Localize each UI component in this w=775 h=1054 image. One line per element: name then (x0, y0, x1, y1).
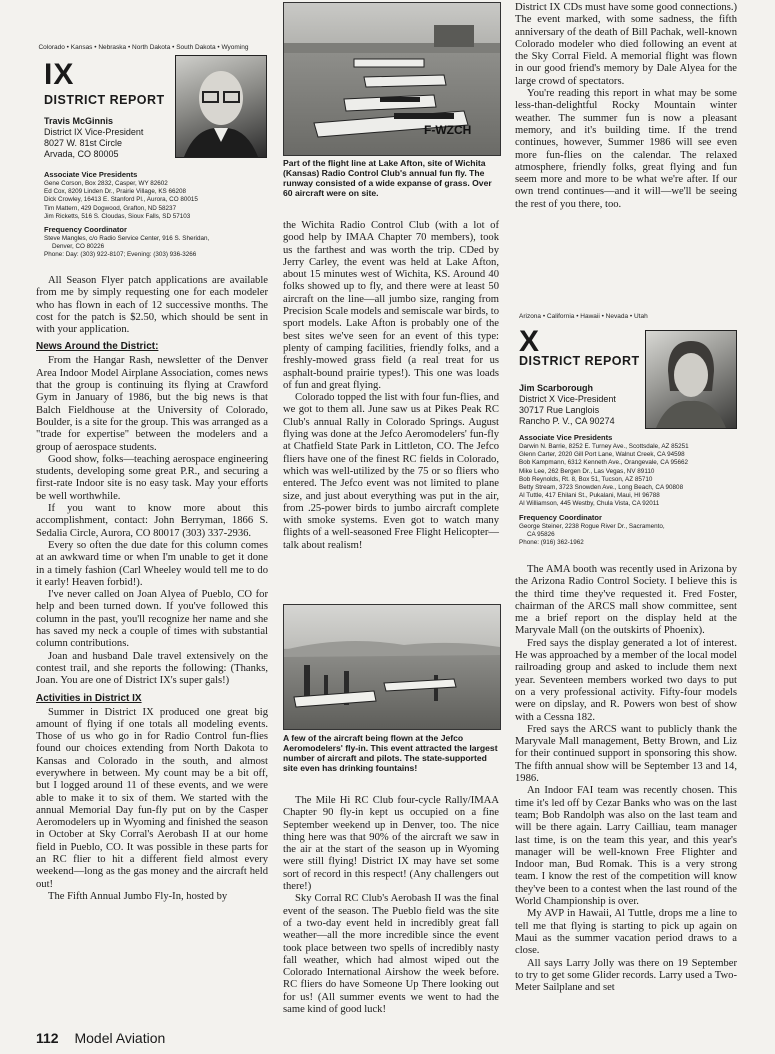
section-heading: Activities in District IX (36, 692, 142, 704)
paragraph: Summer in District IX produced one great big amount of flying if one totals all modeling events. Those of us who go in for Radio Control fun-flies found our choices extending from North Dakota to Kansas and Colorado in the south, and almost everywhere in between. My count may be a bit off, but I logged around 11 of these events, and we were able to make it to six of them. We started with the annual Memorial Day fun-fly put on by the Casper Aeromodelers up in Wyoming and finished the season in October at Sky Corral's Aerobash II at our home field in Pueblo, CO. It was possible in these parts for an RC flier to hit a different field almost every weekend—long as the gas money and the aircraft held out! (36, 706, 268, 890)
vp-portrait-scarborough (645, 330, 737, 429)
page-footer (36, 1030, 165, 1046)
avp-entry: Bob Kampmann, 6312 Kenneth Ave., Orangevale, CA 95662 (519, 459, 688, 467)
paragraph: Good show, folks—teaching aerospace engineering students, developing some great P.R., and securing a first-rate Indoor site is no easy task. May your efforts be well worthwhile. (36, 453, 268, 502)
paragraph: My AVP in Hawaii, Al Tuttle, drops me a line to tell me that flying is starting to pick up again on Maui as the summer vacation period draws to a close. (515, 908, 737, 957)
paragraph: If you want to know more about this accomplishment, contact: John Berryman, 1866 S. Sedalia Circle, Aurora, CO 80017 (303) 337-2936. (36, 503, 268, 539)
vp-address-line1: 30717 Rue Langlois (519, 405, 600, 415)
vp-address-line2: Rancho P. V., CA 90274 (519, 416, 615, 426)
photo-lake-afton-flight-line (283, 2, 501, 156)
paragraph: All says Larry Jolly was there on 19 September to try to get some Glider records. Larry used a Two-Meter Sailplane and set (515, 957, 737, 994)
avp-entry: Bob Reynolds, Rt. 8, Box 51, Tucson, AZ 85710 (519, 475, 653, 483)
column-3-body-top (515, 2, 737, 211)
paragraph: From the Hangar Rash, newsletter of the Denver Area Indoor Model Airplane Association, comes news that the group is continuing its flying at Crawford Gym in January of 1986, but the big news is that Balch Fieldhouse at the University of Colorado, Boulder, is a site for the group. This was arranged as a "trade for expertise" between the modelers and a group of aerospace students. (36, 355, 268, 453)
district-ix-vp (44, 116, 184, 160)
page-number: 112 (36, 1030, 59, 1046)
paragraph: Joan and husband Dale travel extensively on the contest trail, and she reports the following: (Thanks, Joan. You are one of District IX's super gals!) (36, 650, 268, 687)
paragraph: You're reading this report in what may be some less-than-delightful Rocky Mountain winter weather. The summer fun is now a pleasant memory, and it's building time. If the trend continues, however, Summer 1986 will see even more fun-flies on the calendar. The relaxed atmosphere, friendly folks, great flying and fun seem more and more to be what we're after. If our own trend continues—and it will—we'll be seeing the rest of you there, too. (515, 88, 737, 210)
frequency-coordinator-heading: Frequency Coordinator (44, 225, 127, 235)
paragraph: The Fifth Annual Jumbo Fly-In, hosted by (48, 890, 228, 902)
paragraph: An Indoor FAI team was recently chosen. This time it's led off by Cezar Banks who was on the last team; Bob Randolph was also on the last team and will be there again. Larry Cailliau, team manager last time, is on the team this year, and this year's manager will be well-known Free Flighter and Indoor man, Bud Romak. This is a very strong team. I know the rest of the competition will know they've been to a contest when the last round of the World Championship is over. (515, 785, 737, 908)
paragraph: Sky Corral RC Club's Aerobash II was the final event of the season. The Pueblo field was the site of a two-day event held in incredibly great fall weather—all the more incredible since the event took place between two spells of incredibly nasty fall weather, which had almost wiped out the Colorado International Airshow the week before. RC fliers do have Someone Up There looking out for us! (All summer events we went to had the same kind of good luck! (283, 893, 499, 1016)
district-ix-header (36, 44, 268, 289)
paragraph: District IX CDs must have some good connections.) The event marked, with some sadness, the fifth anniversary of the death of Bill Pachak, well-known Colorado modeler who died following an event at the Sky Corral Field. A memorial flight was flown in our good friend's memory by Dale Alyea for the large crowd of spectators. (515, 2, 737, 87)
avp-entry: Ed Cox, 8209 Linden Dr., Prairie Village, KS 66208 (44, 188, 187, 196)
district-x-avp-block (519, 433, 737, 547)
district-x-title: DISTRICT REPORT (519, 354, 640, 368)
column-1-body (36, 275, 268, 903)
avp-entry: Gene Corson, Box 2832, Casper, WY 82602 (44, 180, 168, 187)
district-x-vp (519, 383, 649, 427)
paragraph: Fred says the display generated a lot of interest. He was approached by a member of the local model railroading group and asked to include them next year. Seventeen members worked two days to put on a very professional activity. Fifty-four models were on dipslay, and R. Powers won best of show with a Cessna 182. (515, 637, 737, 723)
vp-address-line1: 8027 W. 81st Circle (44, 138, 123, 148)
paragraph: The Mile Hi RC Club four-cycle Rally/IMAA Chapter 90 fly-in kept us occupied on a fine September weekend up in Denver, too. The nice thing here was that 90% of the aircraft we saw in the air at the start of the season up in Wyoming were still flying! District IX may have set some sort of record in this respect! (Any challengers out there!) (283, 795, 499, 893)
fc-line: Phone: Day: (303) 922-8107; Evening: (303) 936-3266 (44, 251, 197, 259)
column-2-body-bottom (283, 795, 499, 1016)
district-ix-avp-block (44, 170, 268, 260)
avp-entry: Tim Mattern, 429 Dogwood, Grafton, ND 58237 (44, 204, 177, 212)
avp-entry: Jim Ricketts, 516 S. Cloudas, Sioux Falls, SD 57103 (44, 212, 191, 220)
fc-line: CA 95826 (527, 530, 555, 538)
magazine-title: Model Aviation (74, 1030, 166, 1046)
avp-entry: Dick Crowley, 16413 E. Stanford Pl., Aurora, CO 80015 (44, 196, 198, 204)
district-ix-title: DISTRICT REPORT (44, 93, 165, 107)
photo-caption-lake-afton: Part of the flight line at Lake Afton, site of Wichita (Kansas) Radio Control Club's annual fun fly. The runway consisted of a wide expanse of grass. Over 60 aircraft were on site. (283, 158, 492, 198)
fc-line: Phone: (916) 362-1962 (519, 539, 584, 547)
paragraph: Every so often the due date for this column comes at an awkward time or when I'm unable to get it done in a timely fashion (Carl Wheeley would tell me to do it early! Heaven forbid!). (36, 539, 268, 588)
column-2-body-top (283, 220, 499, 552)
avp-heading: Associate Vice Presidents (44, 170, 138, 179)
avp-entry: Glenn Carter, 2020 Gill Port Lane, Walnut Creek, CA 94598 (519, 451, 685, 459)
avp-entry: Darwin N. Barrie, 8252 E. Turney Ave., Scottsdale, AZ 85251 (519, 443, 689, 450)
district-x-numeral: X (519, 325, 541, 358)
avp-entry: Mike Lee, 262 Bergen Dr., Las Vegas, NV 89110 (519, 467, 655, 475)
vp-role: District X Vice-President (519, 394, 616, 404)
column-3-body-bottom (515, 564, 737, 994)
vp-role: District IX Vice-President (44, 127, 144, 137)
paragraph: the Wichita Radio Control Club (with a lot of good help by IMAA Chapter 70 members), took us the farthest and was worth the trip. CDed by Jerry Carley, the event was held at Lake Afton, about 15 minutes west of Wichita, KS. Around 40 folks showed up to fly, and there were at least 50 aircraft on the line—all jumbo size, ranging from Precision Scale models and semiscale war birds, to sport models. Lake Afton is probably one of the best sites we've seen for an event of this type: plenty of camping facilities, friendly folks, and a freshly-mowed grass field (a real treat for us asphalt-bound prairie types!). This one was loads of fun and great flying. (283, 220, 499, 391)
photo-caption-jefco: A few of the aircraft being flown at the Jefco Aeromodelers' fly-in. This event attracted the largest number of aircraft and pilots. The state-supported site even has drinking fountains! (283, 733, 498, 773)
vp-name: Jim Scarborough (519, 383, 594, 393)
fc-line: Denver, CO 80226 (52, 243, 105, 251)
district-ix-numeral: IX (44, 58, 75, 91)
avp-heading: Associate Vice Presidents (519, 433, 613, 442)
paragraph: The AMA booth was recently used in Arizona by the Arizona Radio Control Society. I believe this is the third time they've requested it. Fred Foster, chairman of the ARCS mall show committee, sent me a brief report on the display held at the Maryvale Mall (on the outskirts of Phoenix). (515, 564, 737, 637)
vp-portrait-mcginnis (175, 55, 267, 158)
fc-line: Steve Mangles, c/o Radio Service Center, 916 S. Sheridan, (44, 235, 210, 243)
paragraph: Colorado topped the list with four fun-flies, and we got to them all. June saw us at Pikes Peak RC Club's annual Rally in Colorado Springs. August flying was done at the Jefco Aeromodelers' fun-fly at Chatfield State Park in Littleton, CO. The Jefco fliers have one of the finest RC fields in Colorado, which was well-utilized by the 75 or so fliers who entered. The Jefco event was not limited to plane size, and just about everything was put in the air, from .25-power birds to jumbo aircraft complete with smoke systems. Even got to watch many flights of a well-seasoned Free Flight Helicopter—talk about realism! (283, 392, 499, 551)
paragraph: Fred says the ARCS want to publicly thank the Maryvale Mall management, Betty Brown, and Liz for their continued support in sponsoring this show. The fifth annual show will be September 13 and 14, 1986. (515, 723, 737, 785)
district-ix-states: Colorado • Kansas • Nebraska • North Dakota • South Dakota • Wyoming (38, 44, 249, 51)
avp-entry: Al Williamson, 445 Westby, Chula Vista, CA 92011 (519, 500, 660, 508)
photo-jefco-fly-in (283, 604, 501, 730)
section-heading: News Around the District: (36, 341, 159, 353)
paragraph: All Season Flyer patch applications are available from me by simply requesting one for each modeler who has flown in each of 12 successive months. The cost for the patch is $2.50, which should be sent in with your application. (36, 275, 268, 336)
district-x-header (515, 313, 737, 563)
fc-line: George Steiner, 2238 Rogue River Dr., Sacramento, (519, 522, 665, 530)
avp-entry: Al Tuttle, 417 Ehilani St., Pukalani, Maui, HI 96788 (519, 492, 660, 500)
aircraft-registration-label: F-WZCH (424, 123, 472, 137)
vp-address-line2: Arvada, CO 80005 (44, 149, 119, 159)
district-x-states: Arizona • California • Hawaii • Nevada • Utah (519, 313, 648, 320)
paragraph: I've never called on Joan Alyea of Pueblo, CO for help and been turned down. If you've followed this column in the past, you'll recognize her name and she has saved my neck a couple of times with substantial column contributions. (36, 589, 268, 650)
frequency-coordinator-heading: Frequency Coordinator (519, 512, 602, 522)
vp-name: Travis McGinnis (44, 116, 114, 126)
avp-entry: Betty Stream, 3723 Snowden Ave., Long Beach, CA 90808 (519, 484, 684, 492)
